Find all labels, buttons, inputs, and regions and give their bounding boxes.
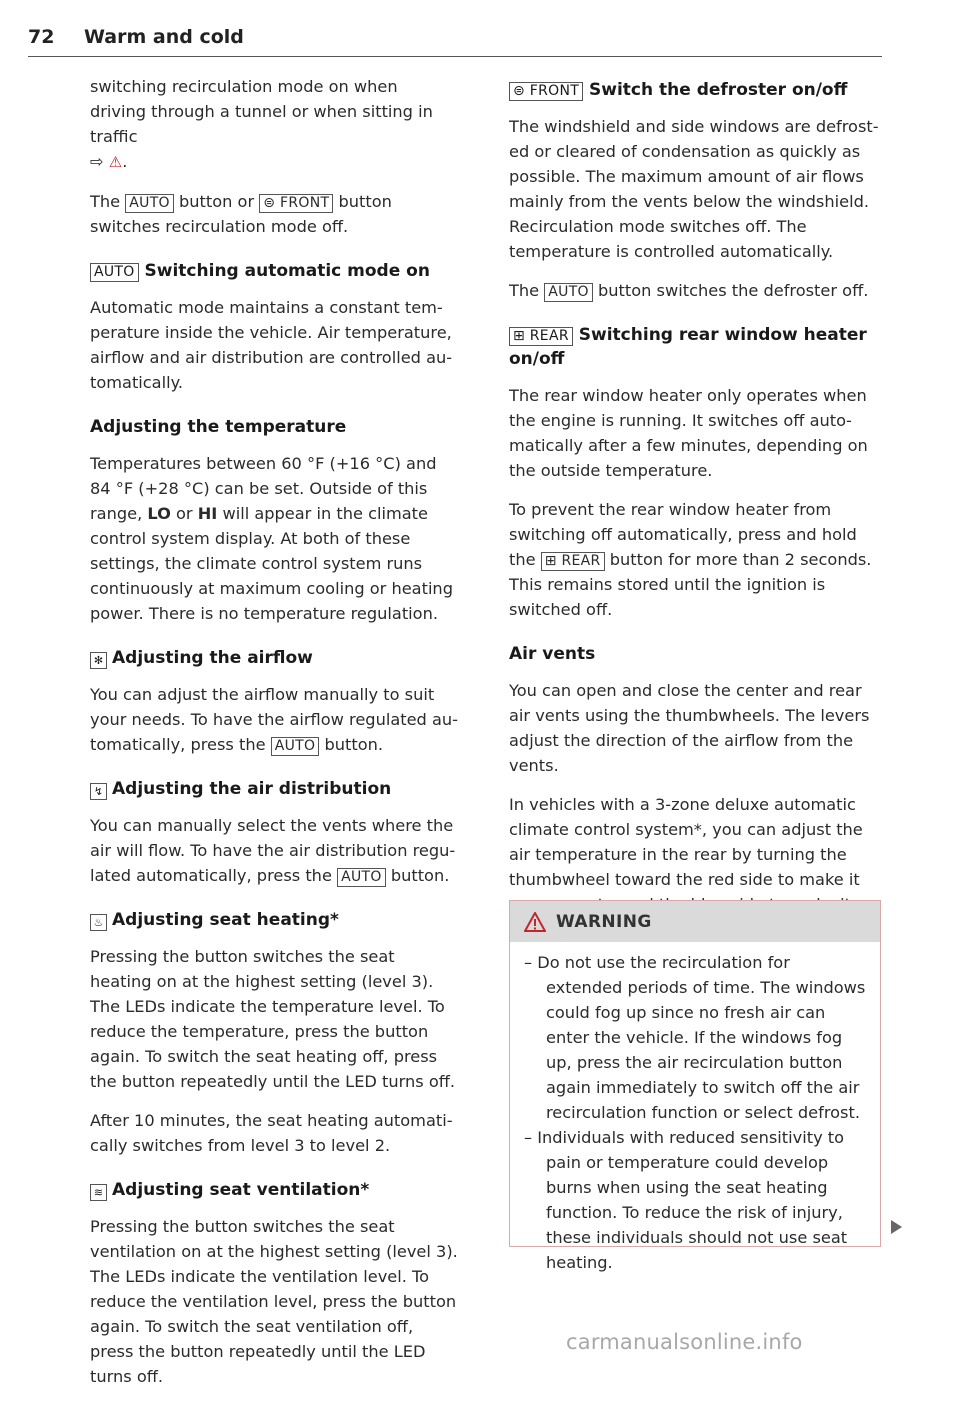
seat-heating-icon: ♨ [90, 914, 107, 931]
fan-icon: ✻ [90, 652, 107, 669]
chapter-title: Warm and cold [84, 26, 244, 48]
heading-defroster: ⊜ FRONT Switch the defroster on/off [509, 78, 883, 102]
ref-arrow: ⇨ [90, 152, 104, 171]
warning-triangle-icon [524, 912, 546, 932]
auto-key-label: AUTO [544, 283, 593, 302]
front-key-label: ⊜ FRONT [259, 194, 333, 213]
paragraph: Automatic mode maintains a constant temperature inside the vehicle. Air temperature, airflow and air distribution are controlled automatically. [90, 298, 453, 392]
paragraph: Temperatures between 60 °F (+16 °C) and 84 °F (+28 °C) can be set. Outside of this range, LO or HI will appear in the climate control system display. At both of these settings, the climate control system runs continuously at maximum cooling or heating power. There is no temperature regulation. [90, 454, 453, 623]
warning-triangle-icon: ⚠ [108, 153, 123, 171]
warning-box [509, 900, 881, 1272]
paragraph: You can manually select the vents where the air will flow. To have the air distribution regulated automatically, press the AUTO button. [90, 816, 456, 885]
paragraph: Pressing the button switches the seat ventilation on at the highest setting (level 3). The LEDs indicate the ventilation level. To reduce the ventilation level, press the button again. To switch the seat ventilation off, press the button repeatedly until the LED turns off. [90, 1217, 458, 1386]
paragraph: The AUTO button switches the defroster off. [509, 281, 869, 300]
heading-temperature: Adjusting the temperature [90, 417, 347, 437]
heading-rear-window-heater: ⊞ REAR Switching rear window heater on/off [509, 325, 867, 369]
warning-title: WARNING [556, 911, 652, 932]
watermark: carmanualsonline.info [566, 1330, 803, 1354]
heading-seat-heating: ♨ Adjusting seat heating* [90, 908, 458, 932]
air-distribution-icon: ↯ [90, 783, 107, 800]
auto-key-label: AUTO [271, 737, 320, 756]
right-column [509, 74, 883, 956]
auto-key-label: AUTO [125, 194, 174, 213]
paragraph: The windshield and side windows are defrosted or cleared of condensation as quickly as possible. The maximum amount of air flows mainly from the vents below the windshield. Recirculation mode switches off. The temperature is controlled automatically. [509, 117, 879, 261]
paragraph: After 10 minutes, the seat heating automatically switches from level 3 to level 2. [90, 1111, 453, 1155]
heading-airflow: ✻ Adjusting the airflow [90, 646, 458, 670]
warning-list [510, 942, 880, 1275]
heading-seat-ventilation: ≋ Adjusting seat ventilation* [90, 1178, 458, 1202]
paragraph: Pressing the button switches the seat heating on at the highest setting (level 3). The LEDs indicate the temperature level. To reduce the temperature, press the button again. To switch the seat heating off, press the button repeatedly until the LED turns off. [90, 947, 456, 1091]
heading-auto: AUTO Switching automatic mode on [90, 259, 458, 283]
paragraph: switching recirculation mode on when driving through a tunnel or when sitting in traffic ⇨ ⚠. [90, 77, 433, 171]
paragraph: You can open and close the center and rear air vents using the thumbwheels. The levers adjust the direction of the airflow from the vents. [509, 681, 870, 775]
continue-arrow-icon [891, 1220, 902, 1234]
left-column [90, 74, 458, 1403]
front-key-label: ⊜ FRONT [509, 82, 583, 101]
paragraph: The AUTO button or ⊜ FRONT button switches recirculation mode off. [90, 192, 392, 236]
heading-air-distribution: ↯ Adjusting the air distribution [90, 777, 458, 801]
paragraph: In vehicles with a 3-zone deluxe automatic climate control system*, you can adjust the air temperature in the rear by turning the thumbwheel toward the red side to make it [509, 795, 863, 889]
rear-key-label: ⊞ REAR [509, 327, 573, 346]
rear-key-label: ⊞ REAR [541, 552, 605, 571]
seat-ventilation-icon: ≋ [90, 1184, 107, 1201]
warning-header [510, 901, 880, 942]
heading-air-vents: Air vents [509, 644, 596, 664]
page-number: 72 [28, 26, 55, 48]
auto-key-label: AUTO [337, 868, 386, 887]
auto-key-label: AUTO [90, 263, 139, 282]
paragraph: The rear window heater only operates when the engine is running. It switches off automatically after a few minutes, depending on the outside temperature. [509, 386, 868, 480]
page-header [28, 22, 882, 57]
paragraph: To prevent the rear window heater from switching off automatically, press and hold the ⊞ REAR button for more than 2 seconds. This remains stored until the ignition is switched off. [509, 500, 872, 619]
list-item: – Individuals with reduced sensitivity to pain or temperature could develop burns when using the seat heating function. To reduce the risk of injury, these individuals should not use seat heating. [524, 1128, 848, 1272]
list-item: – Do not use the recirculation for extended periods of time. The windows could fog up since no fresh air can enter the vehicle. If the windows fog up, press the air recirculation button again immediately to switch off the air recirculation function or select defrost. [524, 953, 866, 1122]
paragraph: You can adjust the airflow manually to suit your needs. To have the airflow regulated automatically, press the AUTO button. [90, 685, 458, 754]
